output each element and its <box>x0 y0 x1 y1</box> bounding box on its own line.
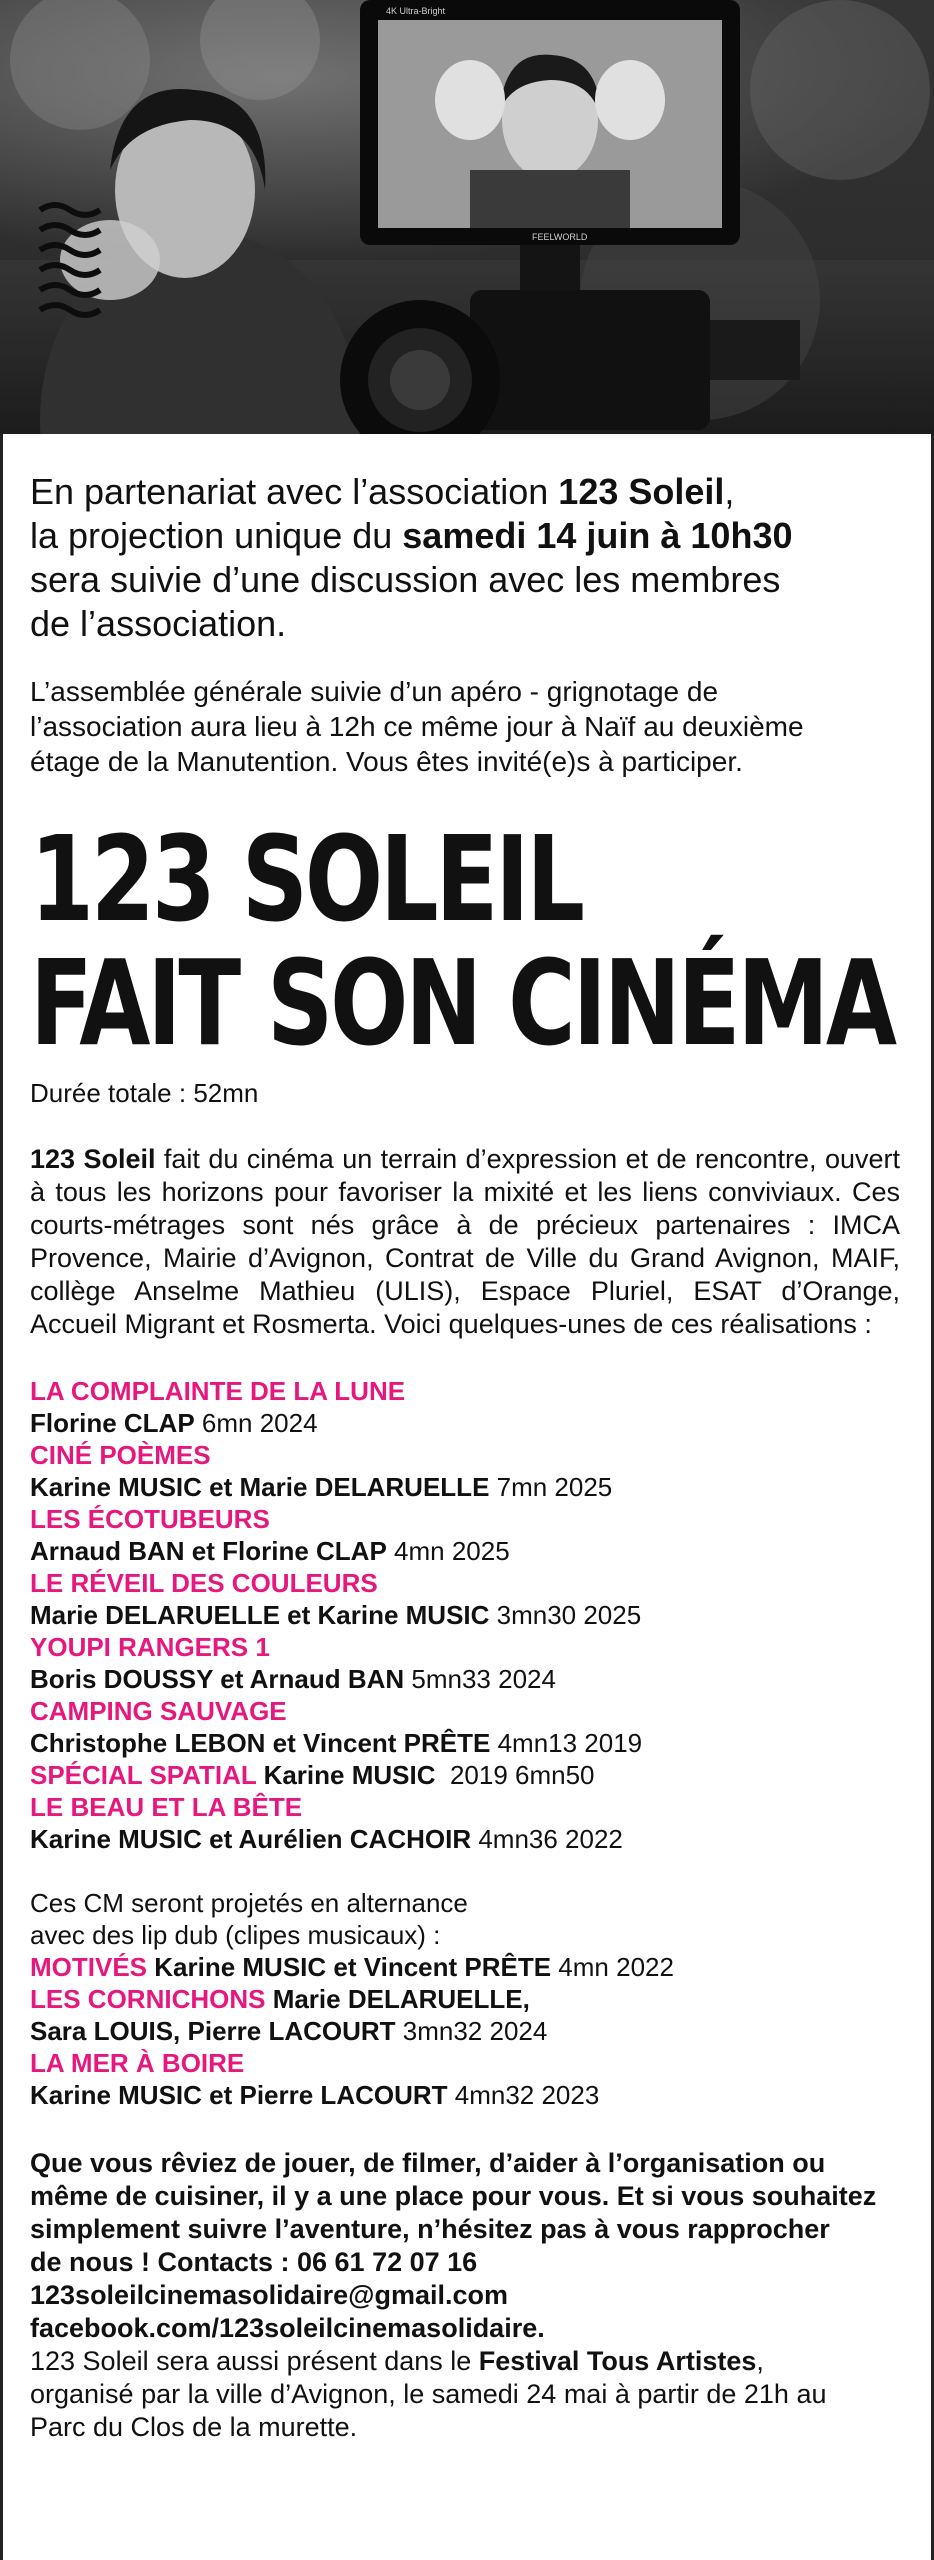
film-authors: Christophe LEBON et Vincent PRÊTE <box>30 1728 491 1758</box>
association-name: 123 Soleil <box>30 1144 156 1174</box>
contact-email: 123soleilcinemasolidaire@gmail.com <box>30 2280 509 2310</box>
lipdub-intro: Ces CM seront projetés en alternance <box>30 1888 468 1918</box>
film-title: CAMPING SAUVAGE <box>30 1696 287 1726</box>
lipdub-title: MOTIVÉS <box>30 1952 148 1982</box>
lipdub-authors: Karine MUSIC et Pierre LACOURT <box>30 2080 448 2110</box>
closing-text: Que vous rêviez de jouer, de filmer, d’aider à l’organisation ou <box>30 2148 826 2178</box>
headline-line-2: FAIT SON CINÉMA <box>30 934 894 1072</box>
lipdub-item <box>30 1983 900 2047</box>
film-title: YOUPI RANGERS 1 <box>30 1632 270 1662</box>
assembly-paragraph <box>30 674 900 779</box>
film-authors: Florine CLAP <box>30 1408 195 1438</box>
film-meta: 4mn13 2019 <box>490 1728 643 1758</box>
intro-text: de l’association. <box>30 603 287 644</box>
film-meta: 5mn33 2024 <box>404 1664 556 1694</box>
film-title: LES ÉCOTUBEURS <box>30 1504 270 1534</box>
closing-text: même de cuisiner, il y a une place pour vous. Et si vous souhaitez <box>30 2181 877 2211</box>
intro-text: sera suivie d’une discussion avec les membres <box>30 559 781 600</box>
association-name: 123 Soleil <box>558 471 725 512</box>
description-text: fait du cinéma un terrain d’expression et de rencontre, ouvert à tous les horizons pour favoriser la mixité et les liens conviviaux. Ces courts-métrages sont nés grâce à de précieux partenaires : IMCA Provence, Mairie d’Avignon, Contrat de Ville du Grand Avignon, MAIF, collège Anselme Mathieu (ULIS), Espace Pluriel, ESAT d’Orange, Accueil Migrant et Rosmerta. Voici quelques-unes de ces réalisations : <box>30 1144 900 1339</box>
monitor-top-label: 4K Ultra-Bright <box>386 6 446 16</box>
film-item <box>30 1791 900 1855</box>
film-meta: 3mn30 2025 <box>489 1600 642 1630</box>
film-item <box>30 1439 900 1503</box>
screening-date: samedi 14 juin à 10h30 <box>402 515 793 556</box>
closing-text: simplement suivre l’aventure, n’hésitez pas à vous rapprocher <box>30 2214 830 2244</box>
lipdub-authors: Sara LOUIS, Pierre LACOURT <box>30 2016 396 2046</box>
film-authors: Boris DOUSSY et Arnaud BAN <box>30 1664 405 1694</box>
film-title: CINÉ POÈMES <box>30 1440 211 1470</box>
film-title: LA COMPLAINTE DE LA LUNE <box>30 1376 406 1406</box>
assembly-text: l’association aura lieu à 12h ce même jour à Naïf au deuxième <box>30 711 804 742</box>
film-authors: Karine MUSIC <box>256 1760 436 1790</box>
header-photo <box>0 0 934 434</box>
film-title: SPÉCIAL SPATIAL <box>30 1760 257 1790</box>
film-item <box>30 1503 900 1567</box>
festival-name: Festival Tous Artistes <box>478 2346 757 2376</box>
lipdub-authors: Karine MUSIC et Vincent PRÊTE <box>147 1952 552 1982</box>
lipdub-authors: Marie DELARUELLE, <box>265 1984 530 2014</box>
film-item <box>30 1695 900 1759</box>
film-meta: 2019 6mn50 <box>435 1760 595 1790</box>
lipdub-section <box>30 1887 900 2111</box>
assembly-text: étage de la Manutention. Vous êtes invité(e)s à participer. <box>30 746 743 777</box>
lipdub-intro: avec des lip dub (clipes musicaux) : <box>30 1920 441 1950</box>
description-paragraph <box>30 1143 900 1341</box>
festival-text: , <box>756 2346 764 2376</box>
film-meta: 4mn 2025 <box>386 1536 510 1566</box>
film-item <box>30 1631 900 1695</box>
film-list <box>30 1375 900 2111</box>
film-title: LE RÉVEIL DES COULEURS <box>30 1568 378 1598</box>
assembly-text: L’assemblée générale suivie d’un apéro - grignotage de <box>30 676 719 707</box>
closing-paragraph <box>30 2147 900 2444</box>
photo-illustration <box>0 0 934 434</box>
film-item <box>30 1567 900 1631</box>
contact-phone: de nous ! Contacts : 06 61 72 07 16 <box>30 2247 478 2277</box>
lipdub-title: LES CORNICHONS <box>30 1984 266 2014</box>
lipdub-item <box>30 1951 900 1983</box>
intro-text: En partenariat avec l’association <box>30 471 559 512</box>
intro-text: , <box>724 471 735 512</box>
lipdub-meta: 4mn 2022 <box>551 1952 674 1982</box>
film-authors: Karine MUSIC et Aurélien CACHOIR <box>30 1824 472 1854</box>
film-item <box>30 1375 900 1439</box>
total-duration: Durée totale : 52mn <box>30 1078 259 1108</box>
monitor-brand: FEELWORLD <box>532 232 588 242</box>
contact-facebook: facebook.com/123soleilcinemasolidaire. <box>30 2313 545 2343</box>
festival-text: Parc du Clos de la murette. <box>30 2412 358 2442</box>
intro-text: la projection unique du <box>30 515 403 556</box>
film-authors: Arnaud BAN et Florine CLAP <box>30 1536 387 1566</box>
festival-text: 123 Soleil sera aussi présent dans le <box>30 2346 479 2376</box>
lipdub-item <box>30 2047 900 2111</box>
film-meta: 6mn 2024 <box>194 1408 318 1438</box>
film-meta: 7mn 2025 <box>489 1472 613 1502</box>
festival-text: organisé par la ville d’Avignon, le samedi 24 mai à partir de 21h au <box>30 2379 827 2409</box>
intro-paragraph <box>30 470 900 646</box>
headline-line-1: 123 SOLEIL <box>30 810 582 948</box>
film-title: LE BEAU ET LA BÊTE <box>30 1792 303 1822</box>
article-content <box>30 470 900 2444</box>
film-meta: 4mn36 2022 <box>471 1824 623 1854</box>
lipdub-title: LA MER À BOIRE <box>30 2048 245 2078</box>
lipdub-meta: 3mn32 2024 <box>395 2016 548 2046</box>
headline <box>30 810 894 1072</box>
film-authors: Marie DELARUELLE et Karine MUSIC <box>30 1600 490 1630</box>
lipdub-meta: 4mn32 2023 <box>447 2080 600 2110</box>
film-authors: Karine MUSIC et Marie DELARUELLE <box>30 1472 490 1502</box>
film-item <box>30 1759 900 1791</box>
